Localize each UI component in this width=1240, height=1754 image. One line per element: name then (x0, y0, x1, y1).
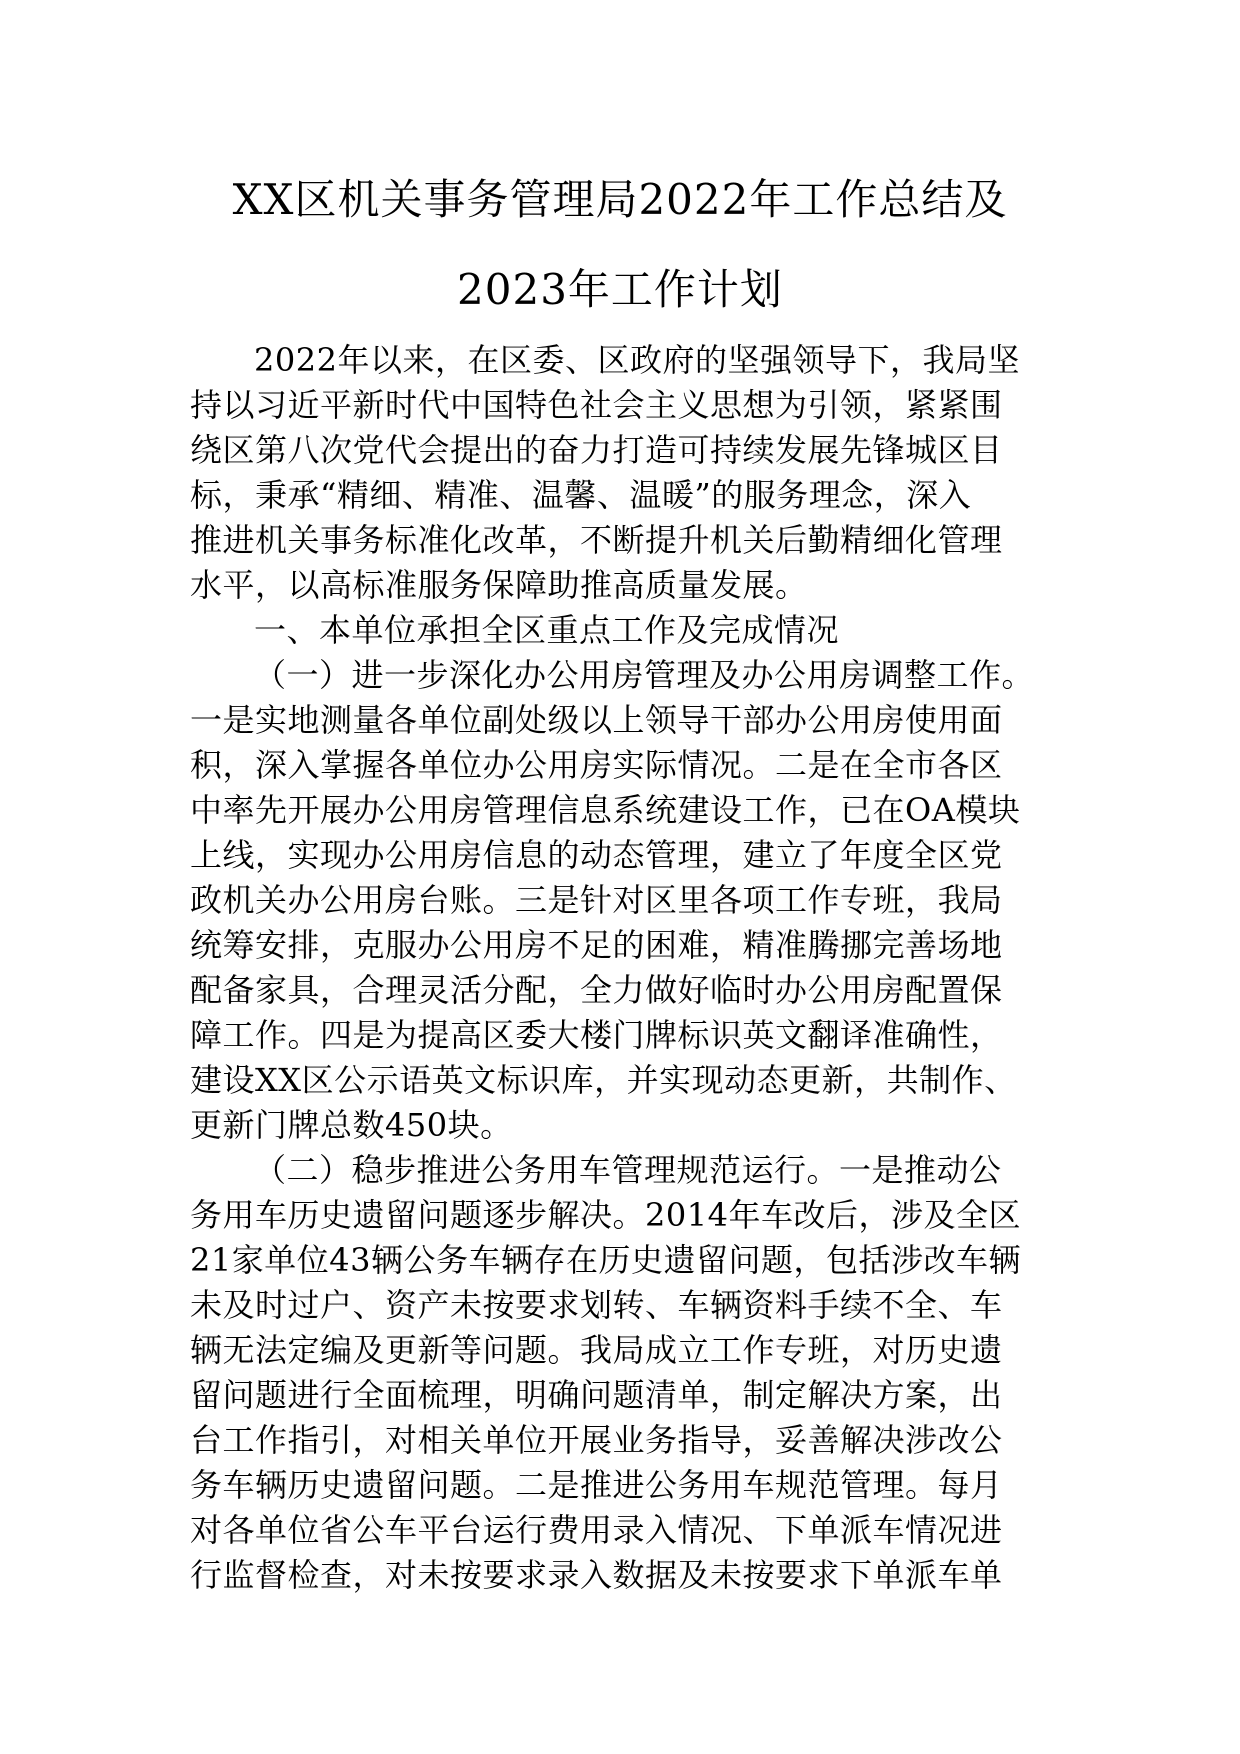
body-line: 辆无法定编及更新等问题。我局成立工作专班，对历史遗 (190, 1331, 1003, 1369)
body-line: 行监督检查，对未按要求录入数据及未按要求下单派车单 (190, 1556, 1003, 1594)
body-line: 对各单位省公车平台运行费用录入情况、下单派车情况进 (190, 1511, 1003, 1549)
body-line: 积，深入掌握各单位办公用房实际情况。二是在全市各区 (190, 746, 1003, 784)
section-heading: 一、本单位承担全区重点工作及完成情况 (254, 611, 840, 649)
body-line: 务用车历史遗留问题逐步解决。2014年车改后，涉及全区 (190, 1196, 1021, 1234)
body-line: 推进机关事务标准化改革，不断提升机关后勤精细化管理 (190, 521, 1003, 559)
body-line: 标，秉承“精细、精准、温馨、温暖”的服务理念，深入 (190, 476, 972, 514)
body-line: 统筹安排，克服办公用房不足的困难，精准腾挪完善场地 (190, 926, 1003, 964)
body-line: 务车辆历史遗留问题。二是推进公务用车规范管理。每月 (190, 1466, 1003, 1504)
body-line: 2022年以来，在区委、区政府的坚强领导下，我局坚 (254, 341, 1020, 379)
body-line: （二）稳步推进公务用车管理规范运行。一是推动公 (254, 1151, 1002, 1189)
body-line: 配备家具，合理灵活分配，全力做好临时办公用房配置保 (190, 971, 1003, 1009)
body-line: （一）进一步深化办公用房管理及办公用房调整工作。 (254, 656, 1035, 694)
body-line: 持以习近平新时代中国特色社会主义思想为引领，紧紧围 (190, 386, 1003, 424)
body-line: 上线，实现办公用房信息的动态管理，建立了年度全区党 (190, 836, 1003, 874)
body-line: 一是实地测量各单位副处级以上领导干部办公用房使用面 (190, 701, 1003, 739)
body-line: 水平，以高标准服务保障助推高质量发展。 (190, 566, 808, 604)
document-title-line-1: XX区机关事务管理局2022年工作总结及 (232, 175, 1008, 224)
body-line: 障工作。四是为提高区委大楼门牌标识英文翻译准确性， (190, 1016, 1003, 1054)
body-line: 21家单位43辆公务车辆存在历史遗留问题，包括涉改车辆 (190, 1241, 1021, 1279)
document-body (190, 338, 1050, 1598)
body-line: 建设XX区公示语英文标识库，并实现动态更新，共制作、 (190, 1061, 1017, 1099)
body-line: 更新门牌总数450块。 (190, 1106, 513, 1144)
document-title-line-2: 2023年工作计划 (457, 265, 783, 314)
body-line: 政机关办公用房台账。三是针对区里各项工作专班，我局 (190, 881, 1003, 919)
body-line: 台工作指引，对相关单位开展业务指导，妥善解决涉改公 (190, 1421, 1003, 1459)
body-line: 绕区第八次党代会提出的奋力打造可持续发展先锋城区目 (190, 431, 1003, 469)
body-line: 留问题进行全面梳理，明确问题清单，制定解决方案，出 (190, 1376, 1003, 1414)
body-line: 未及时过户、资产未按要求划转、车辆资料手续不全、车 (190, 1286, 1003, 1324)
body-line: 中率先开展办公用房管理信息系统建设工作，已在OA模块 (190, 791, 1021, 829)
